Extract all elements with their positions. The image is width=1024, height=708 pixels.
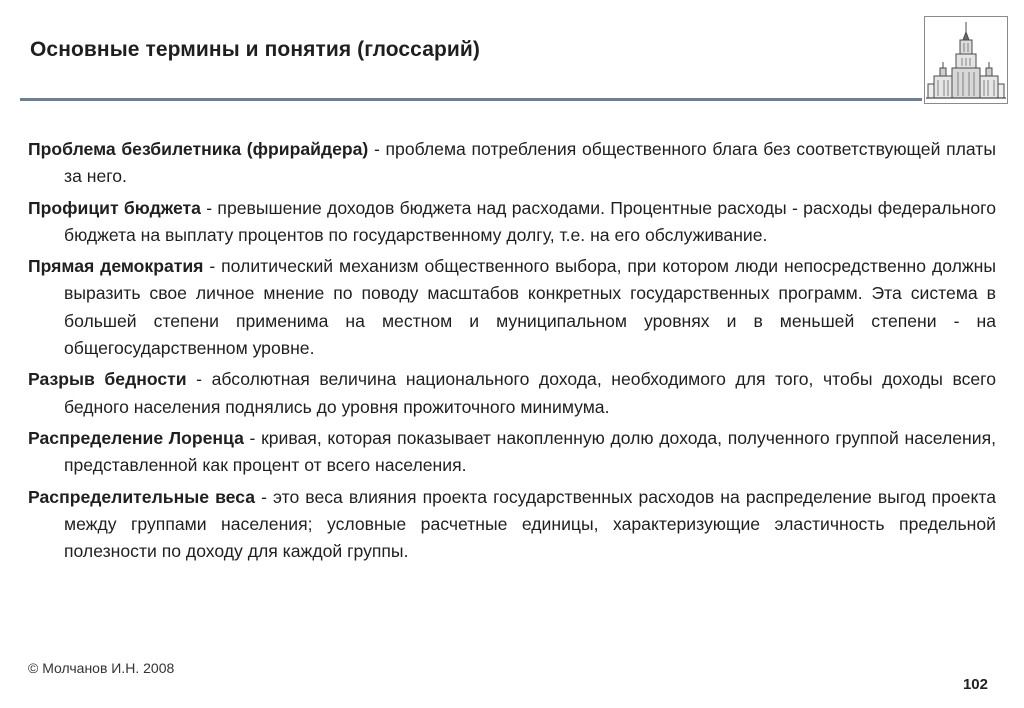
glossary-separator: -: [368, 139, 386, 159]
glossary-term: Профицит бюджета: [28, 197, 201, 218]
glossary-separator: -: [243, 427, 262, 448]
title-divider: [20, 98, 922, 101]
glossary-entry: [28, 366, 996, 421]
glossary-term: Проблема безбилетника (фрирайдера): [28, 139, 369, 159]
glossary-separator: -: [203, 256, 222, 277]
glossary-entry: [28, 253, 996, 362]
building-icon: [924, 16, 1008, 104]
glossary-definition: проблема потребления общественного блага без соответствующей платы за него.: [64, 139, 996, 187]
glossary-definition: кривая, которая показывает накопленную долю дохода, полученного группой населения, представленной как процент от всего населения.: [64, 427, 996, 476]
glossary-definition: абсолютная величина национального дохода, необходимого для того, чтобы доходы всего бедного населения поднялись до уровня прожиточного минимума.: [64, 369, 996, 417]
page-title: Основные термины и понятия (глоссарий): [30, 38, 481, 61]
page-number: 102: [962, 676, 988, 693]
glossary-definition: политический механизм общественного выбора, при котором люди непосредственно должны выразить свое личное мнение по поводу масштабов конкретных государственных программ. Эта система в большей степени применима на местном и муниципальном уровнях и в меньшей степени - на общегосударственном уровне.: [64, 256, 997, 359]
glossary-list: [28, 136, 996, 569]
glossary-term: Прямая демократия: [28, 256, 204, 277]
glossary-separator: -: [200, 197, 218, 218]
glossary-separator: -: [186, 369, 212, 390]
glossary-definition: превышение доходов бюджета над расходами. Процентные расходы - расходы федерального бюджета на выплату процентов по государственному долгу, т.е. на его обслуживание.: [64, 197, 996, 245]
glossary-definition: это веса влияния проекта государственных расходов на распределение выгод проекта между группами населения; условные расчетные единицы, характеризующие эластичность предельной полезности по доходу для каждой группы.: [64, 486, 996, 562]
copyright-notice: © Молчанов И.Н. 2008: [28, 660, 175, 676]
glossary-entry: [28, 425, 996, 480]
glossary-term: Распределение Лоренца: [28, 427, 244, 448]
glossary-term: Разрыв бедности: [28, 369, 187, 390]
glossary-separator: -: [255, 486, 273, 507]
glossary-entry: [28, 136, 996, 191]
glossary-entry: [28, 484, 996, 566]
glossary-entry: [28, 195, 996, 250]
glossary-term: Распределительные веса: [28, 486, 255, 507]
